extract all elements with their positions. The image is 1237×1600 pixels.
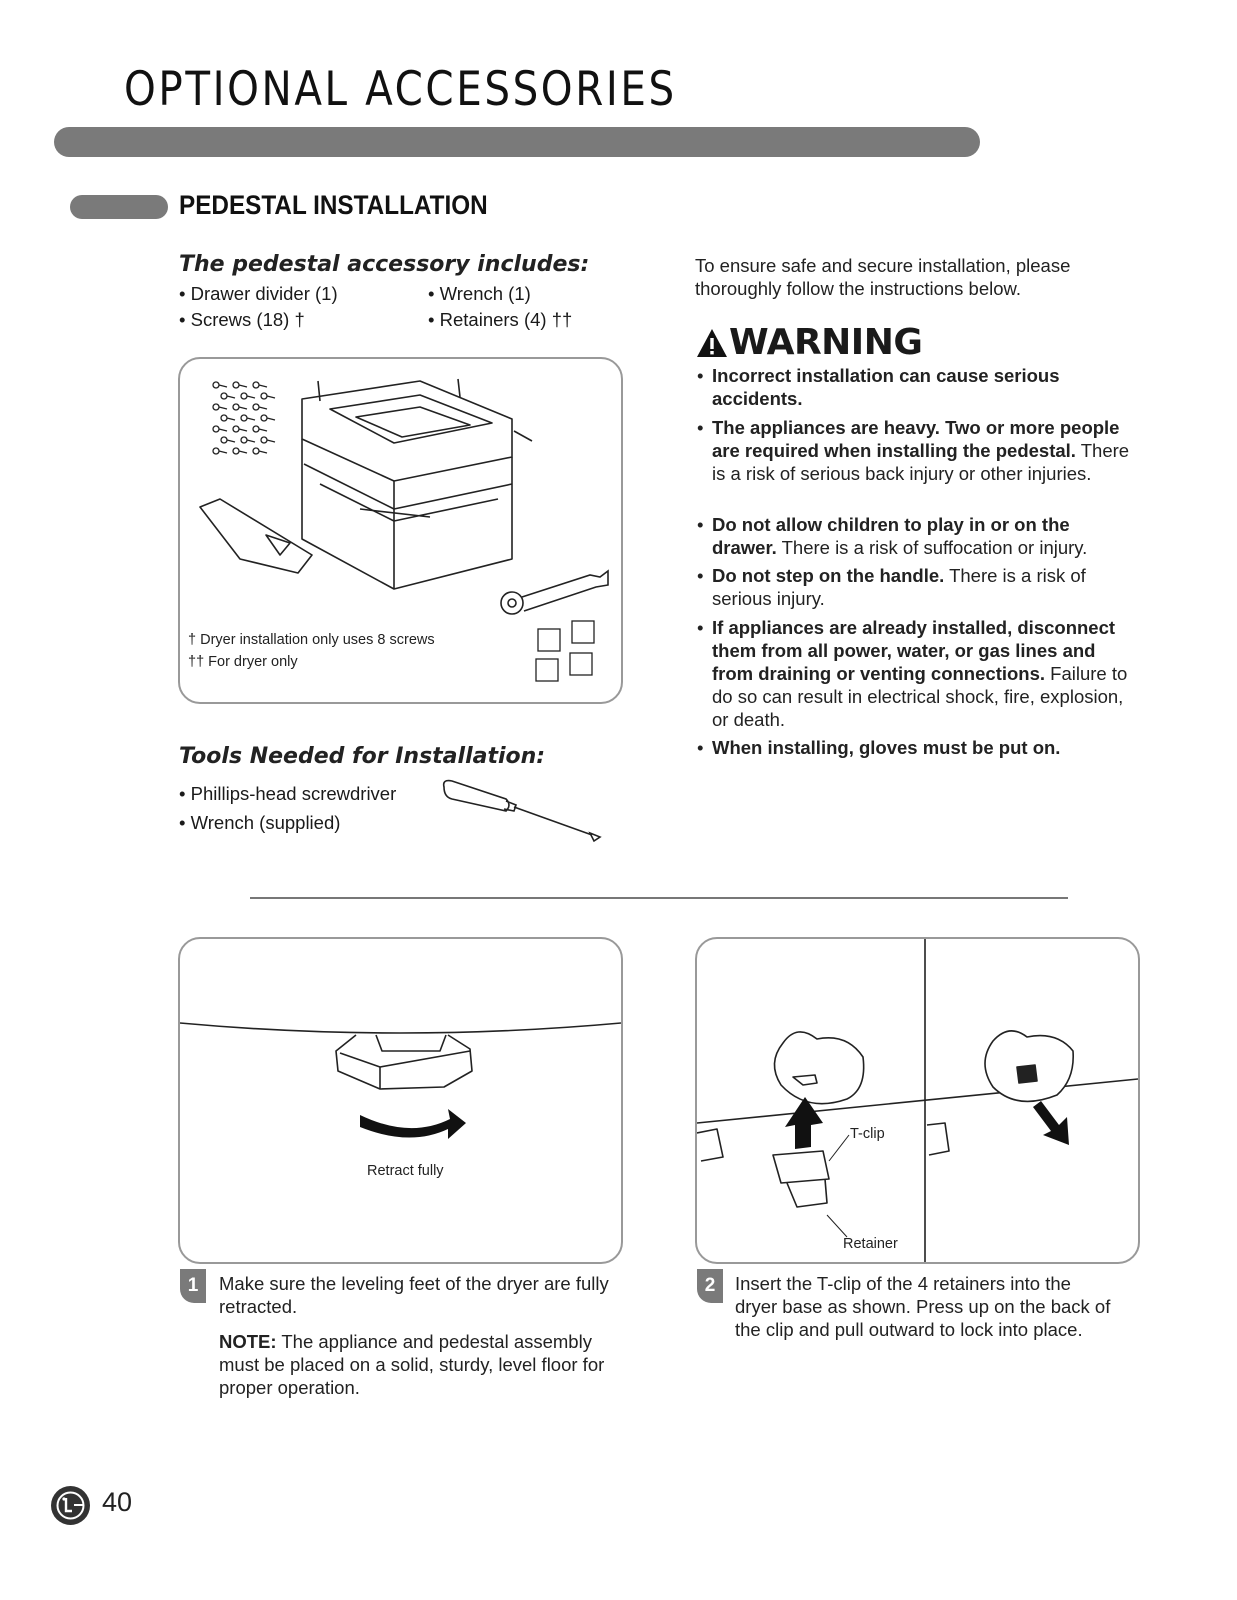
tclip-label: T-clip [850, 1126, 885, 1142]
retainer-label: Retainer [843, 1236, 898, 1252]
step1-text: Make sure the leveling feet of the dryer are fully retracted. [219, 1273, 609, 1317]
rotate-arrow-icon [360, 1109, 466, 1139]
section-divider [250, 897, 1068, 899]
includes-item-retainers: • Retainers (4) †† [428, 309, 573, 330]
lg-logo [51, 1486, 90, 1525]
arrow-up-icon [785, 1097, 823, 1149]
retainers-icon [536, 621, 594, 681]
warning-heading: WARNING [695, 322, 922, 363]
accessories-panel [178, 357, 623, 704]
warning-item-1: • Incorrect installation can cause serious accidents. [697, 365, 1060, 409]
warning-item-6: • When installing, gloves must be put on. [697, 737, 1061, 758]
arrow-out-icon [1033, 1101, 1069, 1145]
title-bar [54, 127, 980, 157]
step1-note: NOTE: The appliance and pedestal assembly must be placed on a solid, sturdy, level floor for proper operation. [219, 1331, 605, 1398]
includes-heading: The pedestal accessory includes: [179, 252, 590, 277]
warning-icon [695, 327, 729, 359]
step2-text: Insert the T-clip of the 4 retainers into the dryer base as shown. Press up on the back of the clip and pull outward to lock into place. [735, 1273, 1111, 1340]
section-title: PEDESTAL INSTALLATION [179, 190, 488, 220]
drawer-divider-icon [200, 499, 312, 573]
warning-item-4: • Do not step on the handle. There is a risk of serious injury. [697, 565, 1086, 609]
screws-icon [213, 382, 275, 454]
wrench-icon [501, 571, 608, 614]
leveling-foot-illustration [180, 939, 621, 1262]
warning-item-5: • If appliances are already installed, disconnect them from all power, water, or gas lines and from draining or venting connections. Failure to do so can result in electrical shock, fire, explosion, or death. [697, 617, 1128, 730]
page-title: OPTIONAL ACCESSORIES [124, 62, 677, 117]
step2-number: 2 [697, 1269, 723, 1303]
includes-item-wrench: • Wrench (1) [428, 283, 531, 304]
tools-item-screwdriver: • Phillips-head screwdriver [179, 783, 397, 804]
footnote-retainers: †† For dryer only [188, 654, 298, 670]
lg-logo-icon [51, 1486, 90, 1525]
warning-item-3: • Do not allow children to play in or on the drawer. There is a risk of suffocation or injury. [697, 514, 1088, 558]
section-pill [70, 195, 168, 219]
includes-item-drawer-divider: • Drawer divider (1) [179, 283, 338, 304]
retract-caption: Retract fully [367, 1163, 444, 1179]
intro-text: To ensure safe and secure installation, please thoroughly follow the instructions below. [695, 255, 1071, 299]
accessories-illustration [180, 359, 621, 702]
step1-number: 1 [180, 1269, 206, 1303]
tools-heading: Tools Needed for Installation: [179, 744, 546, 769]
footnote-screws: † Dryer installation only uses 8 screws [188, 632, 435, 648]
page-number: 40 [102, 1487, 133, 1517]
pedestal-drawer-icon [302, 379, 532, 589]
warning-item-2: • The appliances are heavy. Two or more people are required when installing the pedestal. There is a risk of serious back injury or other injuries. [697, 417, 1130, 484]
step1-panel [178, 937, 623, 1264]
screwdriver-icon [440, 775, 605, 845]
step2-panel [695, 937, 1140, 1264]
tclip-illustration [697, 939, 1138, 1262]
tools-item-wrench: • Wrench (supplied) [179, 812, 341, 833]
includes-item-screws: • Screws (18) † [179, 309, 305, 330]
